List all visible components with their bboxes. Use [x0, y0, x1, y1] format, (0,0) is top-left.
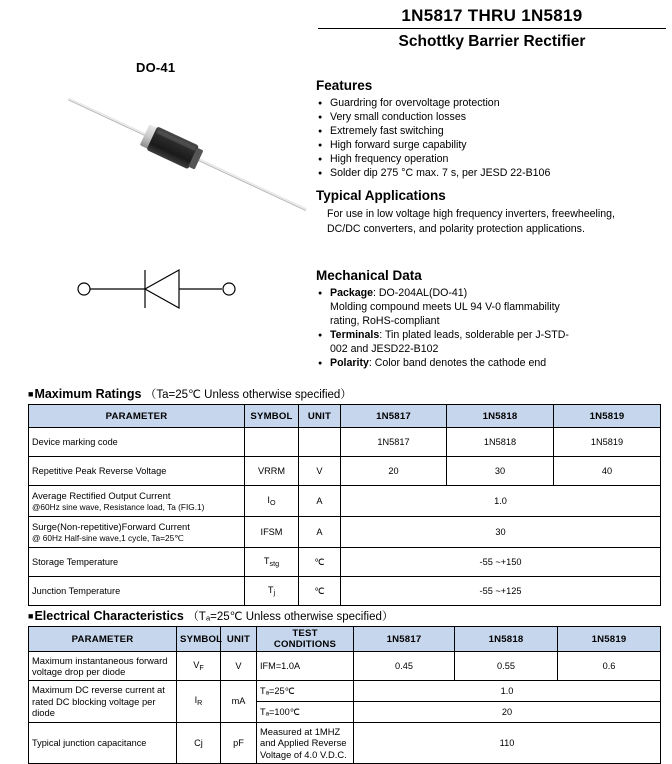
table-row	[29, 486, 661, 517]
list-item: Molding compound meets UL 94 V-0 flammability	[330, 301, 560, 314]
cell-symbol-sub: stg	[269, 558, 280, 568]
applications-title: Typical Applications	[316, 188, 446, 203]
cell-symbol-sub: j	[273, 587, 276, 597]
list-item: ● Very small conduction losses	[316, 111, 616, 125]
cell-symbol: VRRM	[245, 457, 299, 486]
table-row	[29, 428, 661, 457]
col-1n5819: 1N5819	[558, 627, 661, 652]
features-list	[316, 97, 616, 181]
diode-schematic-symbol	[72, 258, 252, 320]
cell-unit: A	[299, 486, 341, 517]
cell-value-1n5818: 1N5818	[447, 428, 554, 457]
table-row	[29, 723, 661, 764]
col-1n5817: 1N5817	[354, 627, 455, 652]
cell-value-1n5818: 30	[447, 457, 554, 486]
list-item: ● Extremely fast switching	[316, 125, 616, 139]
cell-unit	[299, 428, 341, 457]
section-marker-icon: ■	[28, 611, 34, 621]
cell-value-1n5817: 1N5817	[341, 428, 447, 457]
cell-test-conditions: IFM=1.0A	[257, 652, 354, 681]
cell-parameter-line3: diode	[32, 707, 55, 719]
electrical-characteristics-table	[28, 626, 661, 764]
table-row	[29, 681, 661, 702]
col-parameter: PARAMETER	[29, 405, 245, 428]
test-line3: Voltage of 4.0 V.D.C.	[260, 748, 347, 760]
electrical-condition: （Tₐ=25℃ Unless otherwise specified）	[187, 611, 394, 623]
cell-unit: ℃	[299, 577, 341, 606]
cell-parameter	[29, 681, 177, 723]
cell-parameter: Storage Temperature	[29, 548, 245, 577]
list-item: ● High forward surge capability	[316, 139, 616, 153]
list-item: 002 and JESD22-B102	[330, 343, 439, 356]
cell-parameter: Typical junction capacitance	[29, 723, 177, 764]
cell-symbol	[245, 577, 299, 606]
section-marker-icon: ■	[28, 389, 34, 399]
list-item: rating, RoHS-compliant	[330, 315, 440, 328]
mech-label: Terminals	[330, 329, 380, 342]
applications-block	[316, 188, 616, 236]
cell-symbol	[245, 428, 299, 457]
applications-text: For use in low voltage high frequency inverters, freewheeling, DC/DC converters, and polarity protection applications.	[327, 208, 615, 235]
table-row	[29, 652, 661, 681]
cell-parameter-line1: Maximum DC reverse current at	[32, 684, 165, 696]
table-row	[29, 457, 661, 486]
cell-symbol-base: T	[263, 555, 270, 566]
col-1n5819: 1N5819	[554, 405, 661, 428]
cell-parameter-line2: @ 60Hz Half-sine wave,1 cycle, Ta=25℃	[32, 532, 184, 543]
cell-symbol: $I_O$	[245, 486, 299, 517]
package-type-label: DO-41	[136, 60, 176, 75]
cell-value-all: 1.0	[354, 681, 661, 702]
cell-parameter: Device marking code	[29, 428, 245, 457]
features-block	[316, 78, 616, 182]
col-unit: UNIT	[299, 405, 341, 428]
list-item: ● Solder dip 275 °C max. 7 s, per JESD 22-B106	[316, 167, 616, 181]
cell-unit: V	[299, 457, 341, 486]
cell-value-all: 30	[341, 517, 661, 548]
col-symbol: SYMBOL	[245, 405, 299, 428]
cell-value-1n5817: 20	[341, 457, 447, 486]
cell-parameter-line1: Surge(Non-repetitive)Forward Current	[32, 521, 190, 533]
max-ratings-condition: （Ta=25℃ Unless otherwise specified）	[144, 389, 352, 401]
col-test-conditions: TEST CONDITIONS	[257, 627, 354, 652]
col-symbol: SYMBOL	[177, 627, 221, 652]
list-item	[316, 357, 616, 371]
col-parameter: PARAMETER	[29, 627, 177, 652]
cell-test-conditions	[257, 723, 354, 764]
cell-value-1n5818: 0.55	[455, 652, 558, 681]
table-header-row	[29, 405, 661, 428]
cell-value-1n5819: 1N5819	[554, 428, 661, 457]
table-header-row	[29, 627, 661, 652]
cell-value-all: 110	[354, 723, 661, 764]
mech-label: Polarity	[330, 357, 369, 370]
cell-parameter-line1: Maximum instantaneous forward	[32, 654, 168, 666]
table-row	[29, 548, 661, 577]
cell-value-all-2: 20	[354, 702, 661, 723]
list-item: ● Guardring for overvoltage protection	[316, 97, 616, 111]
mechanical-data-title: Mechanical Data	[316, 268, 422, 283]
cell-value-1n5819: 40	[554, 457, 661, 486]
electrical-section-title	[28, 608, 393, 624]
cell-test-conditions-2: Tₐ=100℃	[257, 702, 354, 723]
cell-symbol: $I_R$	[177, 681, 221, 723]
list-item	[316, 287, 616, 301]
cell-unit: ℃	[299, 548, 341, 577]
cell-test-conditions: Tₐ=25℃	[257, 681, 354, 702]
do-41-axial-diode-photo	[62, 78, 312, 233]
max-ratings-table	[28, 404, 661, 606]
document-subtitle: Schottky Barrier Rectifier	[398, 33, 586, 50]
cell-parameter: Repetitive Peak Reverse Voltage	[29, 457, 245, 486]
list-item	[316, 329, 616, 343]
electrical-title-text: Electrical Characteristics	[34, 609, 184, 623]
document-header	[318, 6, 666, 53]
cell-unit: V	[221, 652, 257, 681]
mech-text: : Tin plated leads, solderable per J-STD-	[379, 329, 569, 342]
cell-symbol: IFSM	[245, 517, 299, 548]
cell-symbol-sub: O	[269, 497, 276, 507]
features-title: Features	[316, 78, 373, 93]
col-1n5817: 1N5817	[341, 405, 447, 428]
mechanical-data-block	[316, 268, 616, 372]
cell-symbol: Cj	[177, 723, 221, 764]
cell-unit: mA	[221, 681, 257, 723]
list-item: ● High frequency operation	[316, 153, 616, 167]
max-ratings-title-text: Maximum Ratings	[34, 387, 142, 401]
col-1n5818: 1N5818	[455, 627, 558, 652]
mech-text: : Color band denotes the cathode end	[368, 357, 547, 370]
col-1n5818: 1N5818	[447, 405, 554, 428]
mechanical-data-list	[316, 287, 616, 371]
table-row	[29, 517, 661, 548]
cell-parameter-line1: Average Rectified Output Current	[32, 490, 171, 502]
cell-value-all: -55 ~+125	[341, 577, 661, 606]
test-line2: and Applied Reverse	[260, 737, 347, 749]
cell-value-all: 1.0	[341, 486, 661, 517]
cell-parameter	[29, 652, 177, 681]
test-line1: Measured at 1MHZ	[260, 725, 341, 737]
part-number-range: 1N5817 THRU 1N5819	[401, 6, 583, 25]
cell-unit: pF	[221, 723, 257, 764]
cell-parameter	[29, 486, 245, 517]
col-unit: UNIT	[221, 627, 257, 652]
cell-symbol	[245, 548, 299, 577]
cell-unit: A	[299, 517, 341, 548]
cell-parameter-line2: @60Hz sine wave, Resistance load, Ta (FIG.1)	[32, 501, 205, 512]
cell-symbol-base: T	[267, 584, 274, 595]
cell-value-all: -55 ~+150	[341, 548, 661, 577]
cell-symbol-sub: R	[197, 698, 203, 707]
cell-parameter	[29, 517, 245, 548]
mech-label: Package	[330, 287, 373, 299]
cell-symbol: $V_F$	[177, 652, 221, 681]
cell-value-1n5819: 0.6	[558, 652, 661, 681]
mech-text: : DO-204AL(DO-41)	[373, 287, 468, 299]
cell-parameter: Junction Temperature	[29, 577, 245, 606]
cell-parameter-line2: voltage drop per diode	[32, 666, 126, 677]
cell-value-1n5817: 0.45	[354, 652, 455, 681]
cell-parameter-line2: rated DC blocking voltage per	[32, 695, 156, 707]
max-ratings-section-title	[28, 386, 352, 402]
table-row	[29, 577, 661, 606]
cell-symbol-sub: F	[199, 662, 204, 672]
